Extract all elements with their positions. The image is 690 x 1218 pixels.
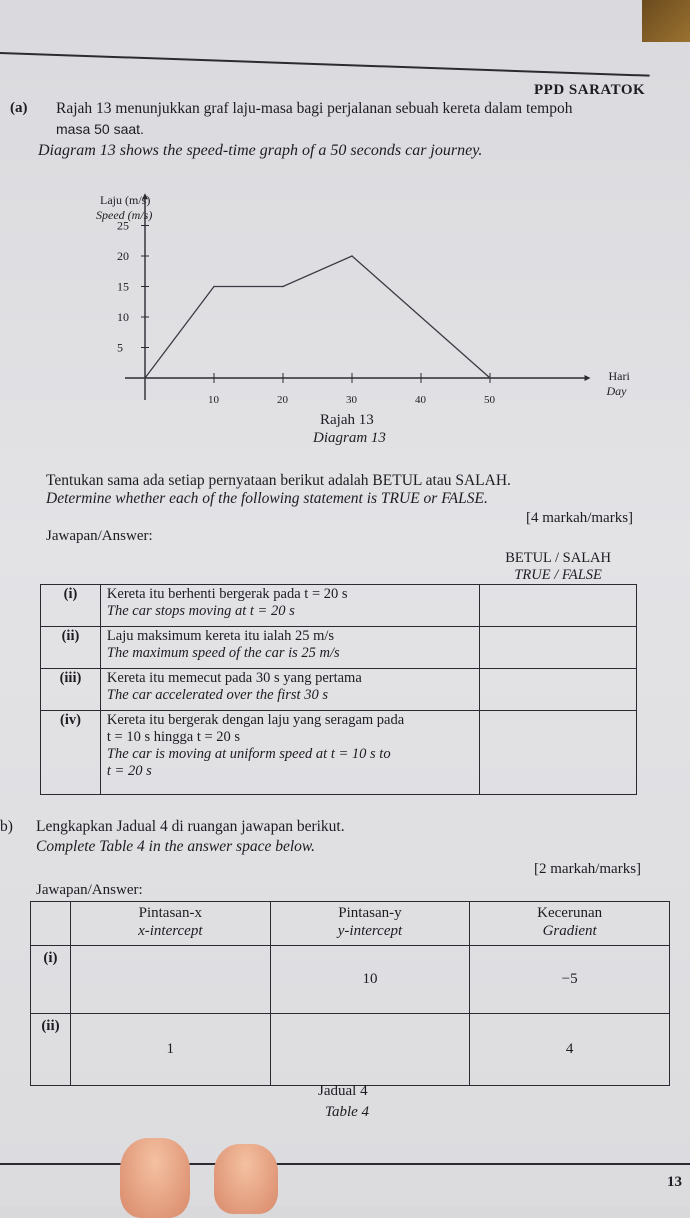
answer-label-a: Jawapan/Answer: [46, 528, 153, 544]
table-header-row [31, 902, 670, 946]
question-a-malay: Rajah 13 menunjukkan graf laju-masa bagi perjalanan sebuah kereta dalam tempoh [56, 100, 573, 117]
statement-malay: Laju maksimum kereta itu ialah 25 m/s [106, 628, 335, 644]
question-b-label: b) [0, 818, 13, 835]
data-point [489, 377, 491, 379]
speed-time-graph [90, 188, 630, 448]
row-number: (iii) [41, 669, 101, 711]
speed-line [145, 256, 490, 378]
statement [100, 585, 479, 627]
question-a-malay-cont: masa 50 saat. [56, 121, 144, 137]
statement-english: The maximum speed of the car is 25 m/s [106, 645, 340, 661]
table-row [41, 585, 637, 627]
table-header-row [41, 548, 637, 585]
y-axis-label-english: Speed (m/s) [96, 208, 153, 222]
finger-left [120, 1138, 190, 1218]
statement [100, 669, 479, 711]
true-false-table [40, 548, 637, 795]
answer-cell[interactable] [480, 585, 637, 627]
x-tick-label: 10 [208, 394, 219, 406]
data-point [213, 286, 215, 288]
table-row [31, 1014, 670, 1086]
x-intercept-header: Pintasan-x x-intercept [70, 902, 270, 946]
row-number: (ii) [31, 1014, 71, 1086]
answer-label-b: Jawapan/Answer: [36, 882, 143, 898]
x-axis-label: Hari [608, 369, 630, 383]
statement-english: The car stops moving at t = 20 s [106, 603, 295, 619]
statement [100, 711, 479, 795]
header-malay: BETUL / SALAH [505, 550, 611, 566]
statement-english: The car is moving at uniform speed at t = 10 s to [106, 746, 391, 762]
table-row [41, 669, 637, 711]
instruction-malay: Tentukan sama ada setiap pernyataan berikut adalah BETUL atau SALAH. [46, 472, 511, 489]
statement-malay-cont: t = 10 s hingga t = 20 s [106, 729, 241, 745]
y-intercept-cell[interactable] [270, 1014, 470, 1086]
diagram-caption-english: Diagram 13 [313, 430, 386, 446]
row-number: (i) [41, 585, 101, 627]
data-point [351, 255, 353, 257]
question-a-label: (a) [10, 100, 28, 116]
row-number: (i) [31, 946, 71, 1014]
y-intercept-header: Pintasan-y y-intercept [270, 902, 470, 946]
x-intercept-cell[interactable]: 1 [70, 1014, 270, 1086]
marks-b: [2 markah/marks] [534, 861, 642, 877]
header-rule [0, 52, 650, 77]
x-tick-label: 20 [277, 394, 288, 406]
question-b-english: Complete Table 4 in the answer space below. [36, 838, 315, 855]
background-object [642, 0, 690, 42]
y-tick-label: 10 [117, 310, 129, 324]
chart-canvas [90, 188, 630, 448]
y-tick-label: 20 [117, 249, 129, 263]
y-intercept-cell[interactable]: 10 [270, 946, 470, 1014]
row-number: (iv) [41, 711, 101, 795]
finger-right [214, 1144, 278, 1214]
x-tick-label: 40 [415, 394, 426, 406]
table-caption-malay: Jadual 4 [318, 1083, 368, 1099]
gradient-cell[interactable]: 4 [470, 1014, 670, 1086]
table-caption-english: Table 4 [325, 1104, 370, 1120]
gradient-header: Kecerunan Gradient [470, 902, 670, 946]
true-false-header [480, 548, 637, 585]
intercept-table [30, 901, 670, 1086]
row-number: (ii) [41, 627, 101, 669]
x-tick-label: 50 [484, 394, 495, 406]
question-b-malay: Lengkapkan Jadual 4 di ruangan jawapan berikut. [36, 818, 345, 835]
y-tick-label: 25 [117, 218, 129, 233]
statement-english-cont: t = 20 s [106, 763, 152, 779]
data-point [282, 286, 284, 288]
answer-cell[interactable] [480, 669, 637, 711]
instruction-english: Determine whether each of the following statement is TRUE or FALSE. [46, 490, 488, 507]
diagram-caption-malay: Rajah 13 [320, 412, 374, 428]
x-axis-label-english: Day [606, 384, 627, 398]
answer-cell[interactable] [480, 627, 637, 669]
question-a-english: Diagram 13 shows the speed-time graph of a 50 seconds car journey. [38, 142, 483, 159]
footer-rule [0, 1163, 690, 1165]
x-intercept-cell[interactable] [70, 946, 270, 1014]
page-number: 13 [667, 1174, 682, 1190]
x-axis-arrow [585, 375, 591, 381]
table-row [41, 711, 637, 795]
y-tick-label: 15 [117, 279, 129, 294]
table-row [41, 627, 637, 669]
header-english: TRUE / FALSE [514, 567, 602, 583]
x-tick-label: 30 [346, 394, 357, 406]
answer-cell[interactable] [480, 711, 637, 795]
data-point [144, 377, 146, 379]
statement-malay: Kereta itu memecut pada 30 s yang pertama [106, 670, 362, 686]
statement-malay: Kereta itu berhenti bergerak pada t = 20 s [106, 586, 348, 602]
statement-english: The car accelerated over the first 30 s [106, 687, 328, 703]
marks-a: [4 markah/marks] [526, 510, 634, 526]
statement-malay: Kereta itu bergerak dengan laju yang seragam pada [106, 712, 405, 728]
y-tick-label: 5 [117, 340, 123, 355]
gradient-cell[interactable]: −5 [470, 946, 670, 1014]
school-header: PPD SARATOK [534, 82, 646, 98]
y-axis-label: Laju (m/s) [100, 193, 151, 207]
table-row [31, 946, 670, 1014]
statement [100, 627, 479, 669]
